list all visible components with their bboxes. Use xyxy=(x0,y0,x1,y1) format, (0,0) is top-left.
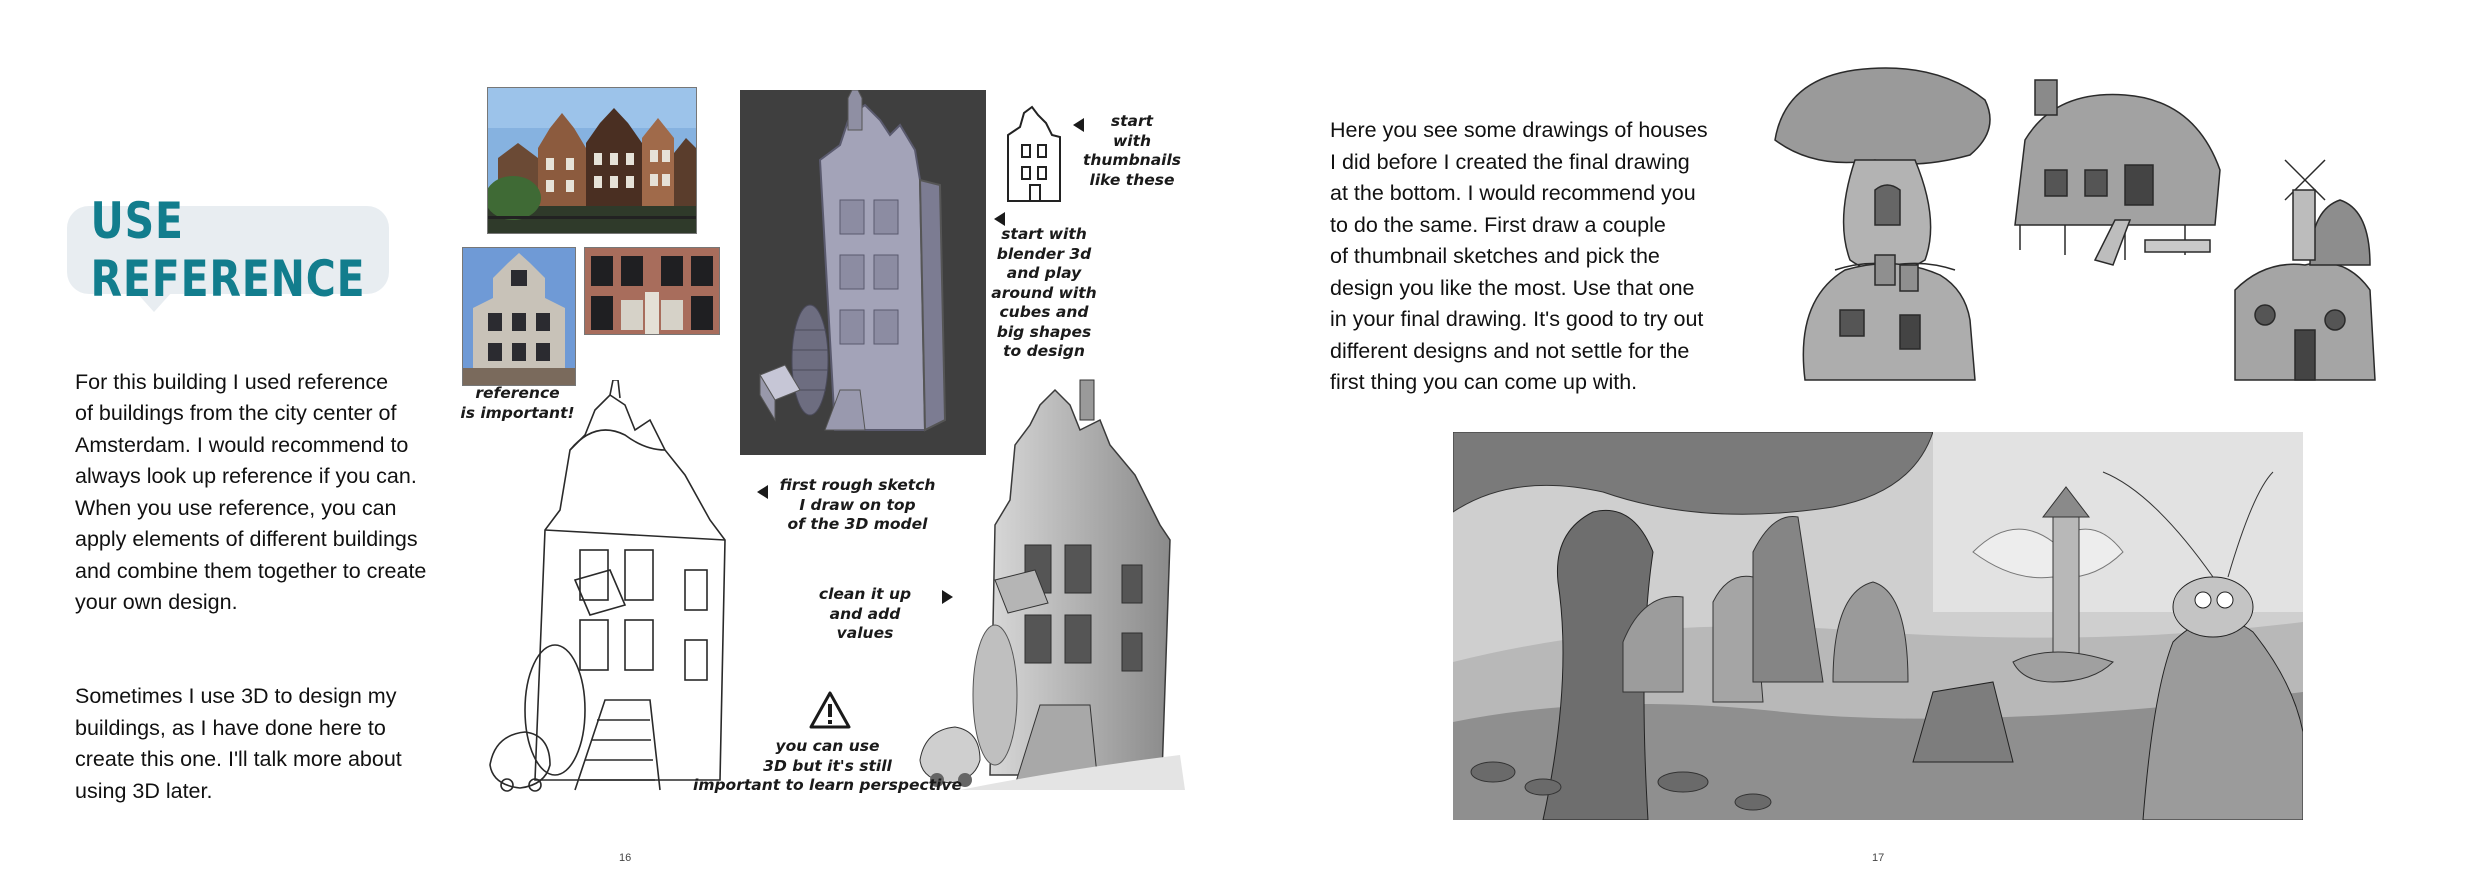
thumbnail-sketch xyxy=(1002,105,1067,203)
page-number-left: 16 xyxy=(619,852,632,864)
reference-photo-canal-houses xyxy=(487,87,697,234)
note-rough-sketch: first rough sketch I draw on top of the 3D model xyxy=(779,476,936,533)
page-heading: USE REFERENCE xyxy=(90,192,366,308)
note-perspective: you can use 3D but it's still important to learn perspective xyxy=(693,737,962,794)
note-blender: start with blender 3d and play around with cubes and big shapes to design xyxy=(991,225,1097,360)
arrow-rough-sketch-icon xyxy=(757,485,768,499)
note-thumbnails: start with thumbnails like these xyxy=(1082,112,1182,189)
warning-icon xyxy=(808,690,852,730)
reference-photo-gable xyxy=(462,247,576,386)
left-paragraph-1: For this building I used reference of buildings from the city center of Amsterdam. I would recommend to always look up reference if you can. When you use reference, you can apply elements of different buildings and combine them together to create your own design. xyxy=(75,369,427,614)
reference-photo-storefront xyxy=(584,247,720,335)
final-drawing-scene xyxy=(1453,432,2303,820)
left-body-text xyxy=(75,335,435,839)
left-paragraph-2: Sometimes I use 3D to design my buildings, as I have done here to create this one. I'll talk more about using 3D later. xyxy=(75,684,402,803)
house-sketches xyxy=(1765,60,2415,410)
note-reference: reference is important! xyxy=(460,384,575,422)
arrow-blender-icon xyxy=(994,212,1005,226)
note-clean-up: clean it up and add values xyxy=(818,585,912,642)
right-body-text: Here you see some drawings of houses I did before I created the final drawing at the bottom. I would recommend you to do the same. First draw a couple of thumbnail sketches and pick the design you like the most. Use that one in your final drawing. It's good to try out different designs and not settle for the first thing you can come up with. xyxy=(1330,118,1708,394)
final-shaded-building xyxy=(900,375,1190,795)
page-number-right: 17 xyxy=(1872,852,1885,864)
